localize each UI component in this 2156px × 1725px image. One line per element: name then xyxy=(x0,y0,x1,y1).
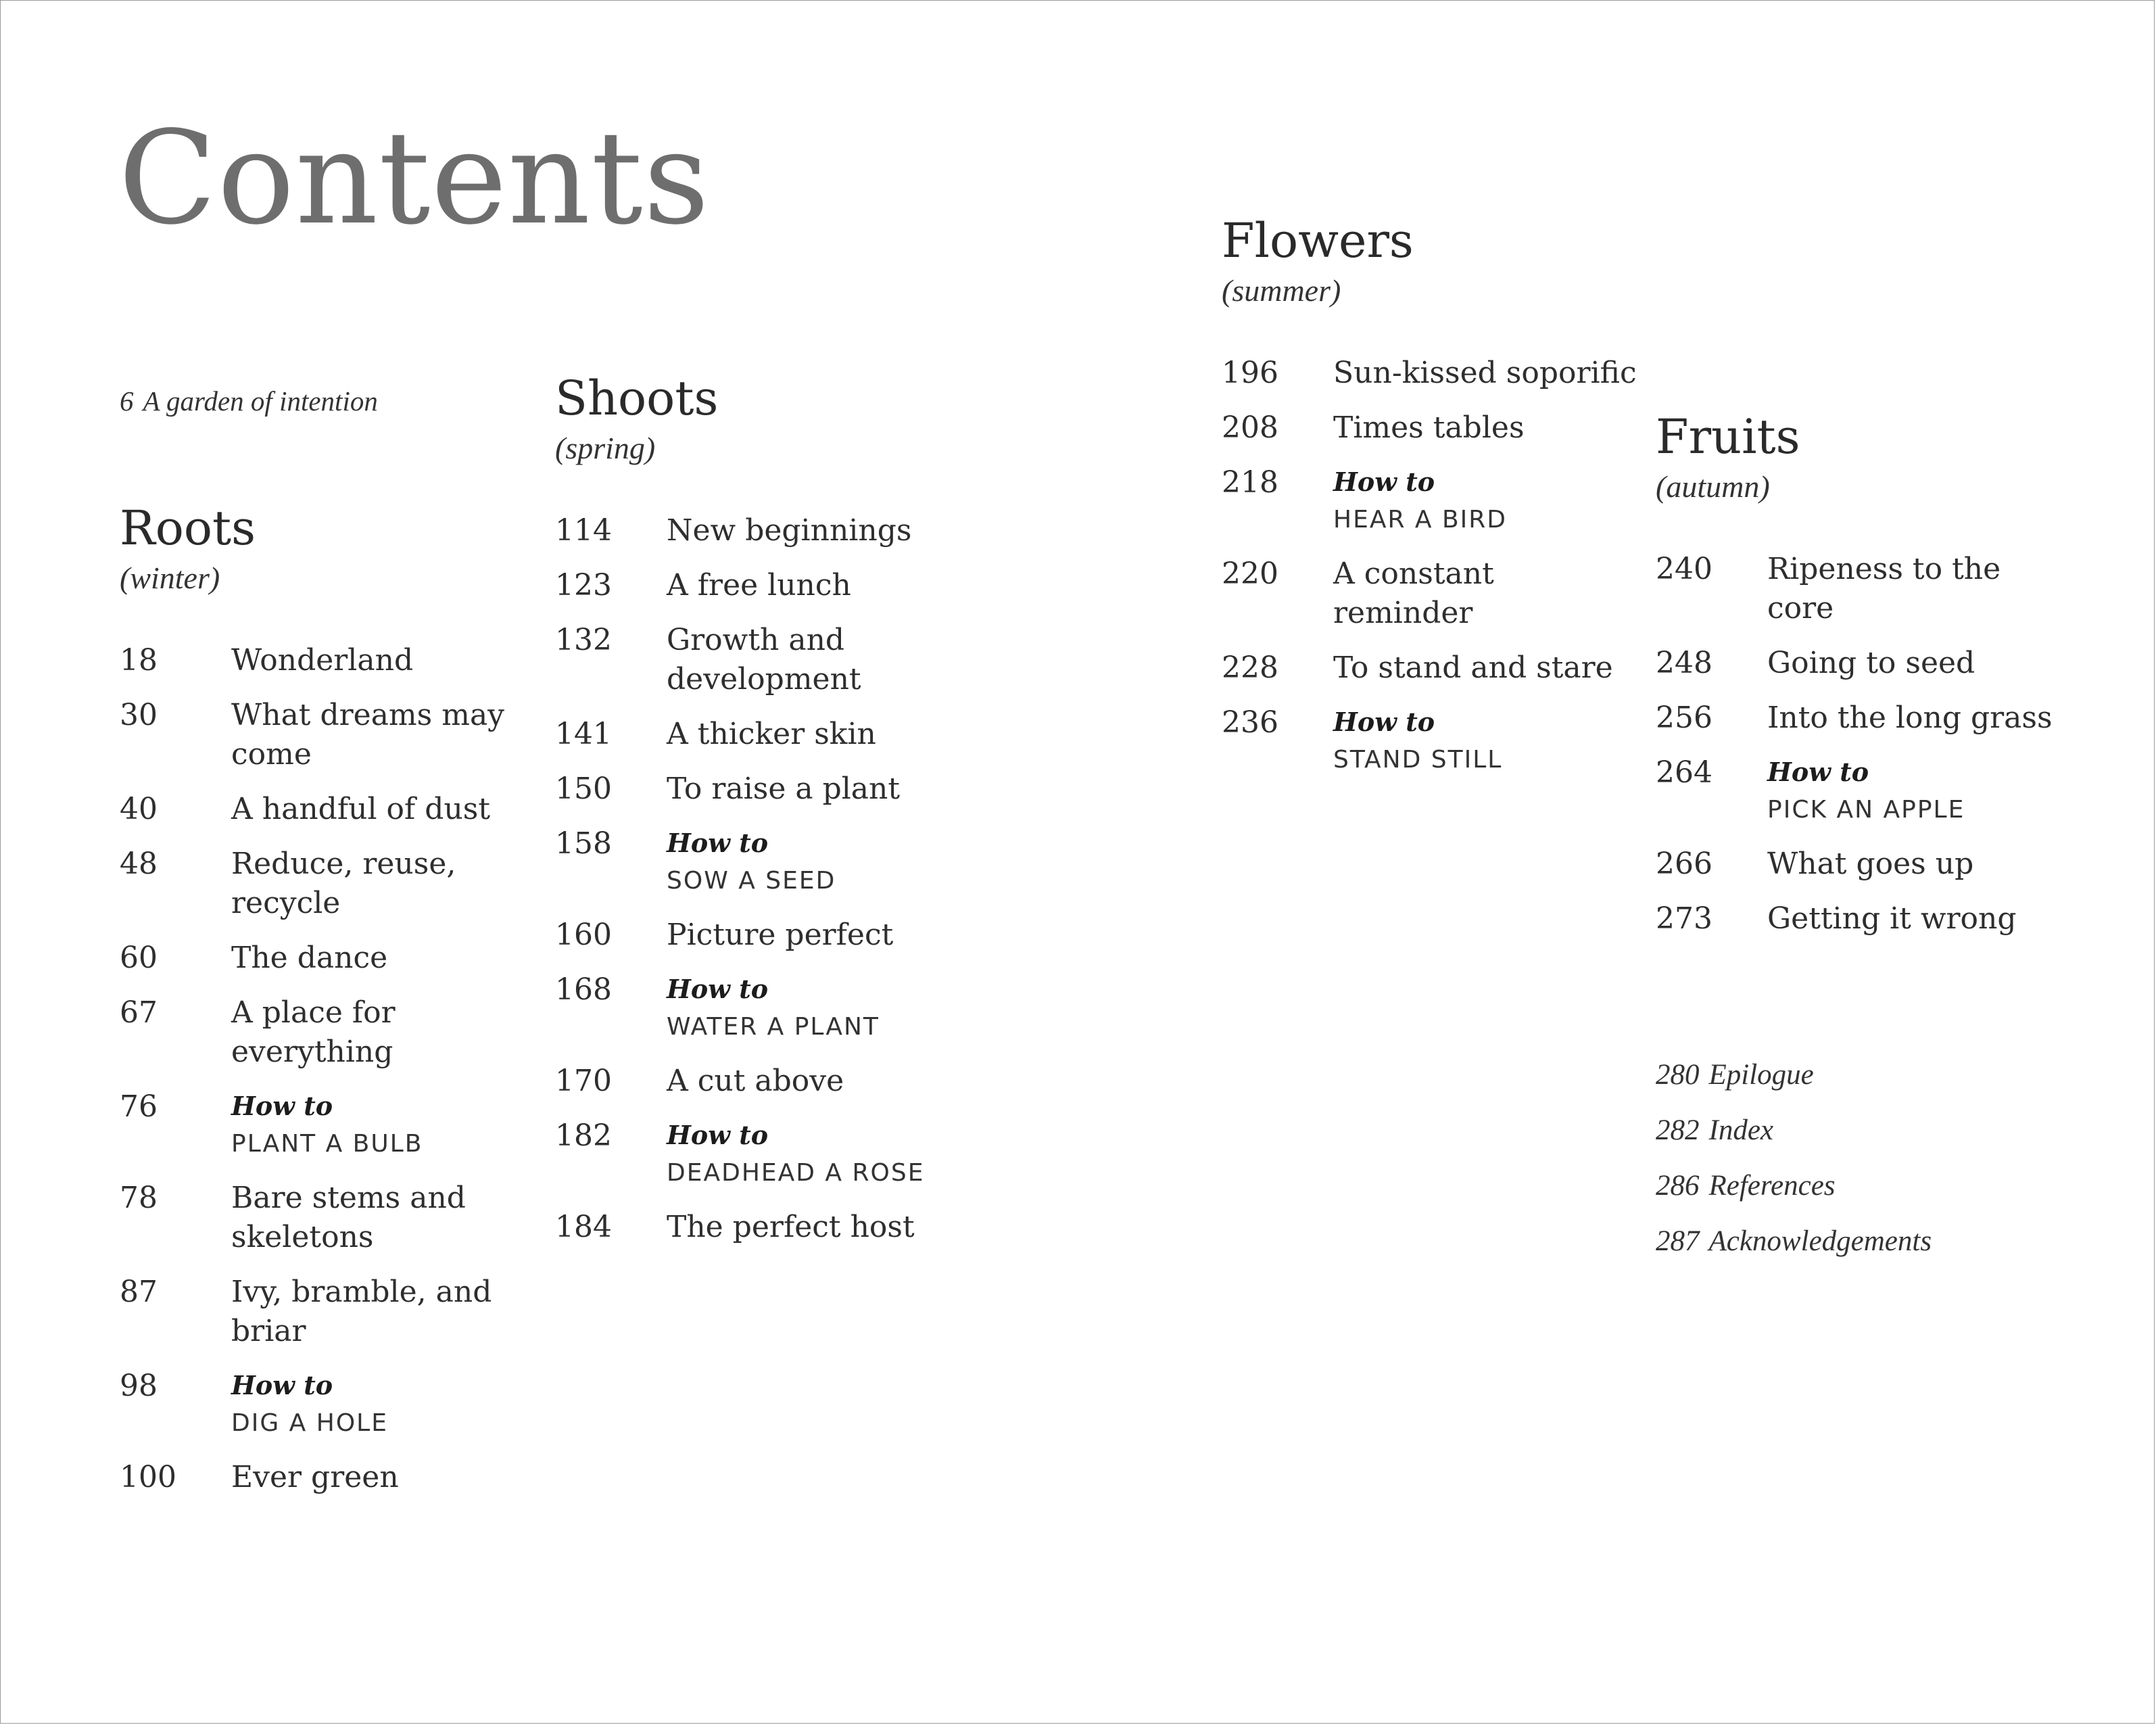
toc-entry[interactable] xyxy=(1656,845,2075,884)
entry-list xyxy=(555,511,974,1247)
entry-title: Ever green xyxy=(231,1460,399,1494)
page-number: 160 xyxy=(555,918,612,952)
how-to-label: How to xyxy=(1333,707,1435,737)
toc-entry[interactable] xyxy=(555,621,974,699)
how-to-label: How to xyxy=(667,974,769,1004)
toc-entry[interactable] xyxy=(120,1087,539,1163)
page-number: 132 xyxy=(555,623,612,657)
page-number: 114 xyxy=(555,513,612,548)
toc-entry[interactable] xyxy=(120,939,539,978)
back-matter-label: Epilogue xyxy=(1708,1059,1814,1091)
toc-entry[interactable] xyxy=(120,993,539,1072)
page-number: 280 xyxy=(1656,1059,1700,1091)
page-title: Contents xyxy=(118,103,711,253)
section-shoots xyxy=(555,371,974,1262)
toc-entry[interactable] xyxy=(555,566,974,605)
entry-list xyxy=(120,641,539,1497)
entry-title: The perfect host xyxy=(667,1210,915,1244)
section-title: Fruits xyxy=(1656,409,1800,465)
entry-title: A thicker skin xyxy=(667,717,876,751)
page-number: 220 xyxy=(1222,557,1278,591)
page-number: 266 xyxy=(1656,847,1712,881)
toc-entry[interactable] xyxy=(555,970,974,1046)
back-matter-list xyxy=(1656,1056,1932,1277)
entry-title: Sun-kissed soporific xyxy=(1333,356,1637,390)
toc-entry[interactable] xyxy=(120,1273,539,1351)
toc-entry[interactable] xyxy=(555,1116,974,1192)
entry-title: Picture perfect xyxy=(667,918,894,952)
toc-entry[interactable] xyxy=(555,715,974,754)
page-number: 18 xyxy=(120,643,158,678)
entry-title: A free lunch xyxy=(667,568,851,602)
toc-entry[interactable] xyxy=(555,824,974,900)
toc-entry[interactable] xyxy=(1656,550,2075,628)
page-number: 264 xyxy=(1656,755,1712,790)
page-number: 282 xyxy=(1656,1114,1700,1146)
toc-entry[interactable] xyxy=(120,641,539,680)
entry-title: What goes up xyxy=(1767,847,1974,881)
entry-title: The dance xyxy=(231,941,388,975)
page-number: 78 xyxy=(120,1181,158,1215)
section-season: (summer) xyxy=(1222,273,1341,308)
how-to-label: How to xyxy=(1767,757,1869,787)
entry-list xyxy=(1656,550,2075,939)
page-number: 87 xyxy=(120,1275,158,1309)
section-season: (spring) xyxy=(555,431,656,465)
page-number: 123 xyxy=(555,568,612,602)
page-number: 60 xyxy=(120,941,158,975)
page-number: 98 xyxy=(120,1369,158,1403)
page-number: 256 xyxy=(1656,701,1712,735)
toc-entry[interactable] xyxy=(555,511,974,550)
entry-title: Wonderland xyxy=(231,643,414,678)
back-matter-entry[interactable] xyxy=(1656,1222,1932,1261)
toc-entry[interactable] xyxy=(1222,463,1641,539)
back-matter-label: References xyxy=(1708,1170,1836,1202)
entry-title: Ivy, bramble, and briar xyxy=(231,1275,492,1348)
page-number: 100 xyxy=(120,1460,176,1494)
toc-entry[interactable] xyxy=(1222,703,1641,779)
how-to-task: DEADHEAD A ROSE xyxy=(667,1159,925,1187)
page-number: 273 xyxy=(1656,901,1712,936)
how-to-task: STAND STILL xyxy=(1333,746,1503,774)
page-number: 196 xyxy=(1222,356,1278,390)
section-fruits xyxy=(1656,409,2075,954)
toc-entry[interactable] xyxy=(120,696,539,774)
page-number: 168 xyxy=(555,972,612,1007)
how-to-task: DIG A HOLE xyxy=(231,1409,388,1437)
page-number: 40 xyxy=(120,792,158,826)
back-matter-label: Acknowledgements xyxy=(1708,1225,1932,1257)
page-number: 208 xyxy=(1222,410,1278,445)
entry-title: Getting it wrong xyxy=(1767,901,2017,936)
entry-title: A cut above xyxy=(667,1064,844,1098)
how-to-label: How to xyxy=(667,1120,769,1150)
entry-title: New beginnings xyxy=(667,513,912,548)
intro-page-number: 6 xyxy=(120,385,134,417)
how-to-label: How to xyxy=(667,828,769,858)
entry-title: To stand and stare xyxy=(1333,651,1613,685)
section-title: Flowers xyxy=(1222,213,1414,268)
toc-entry[interactable] xyxy=(555,1062,974,1101)
entry-title: Going to seed xyxy=(1767,646,1975,680)
toc-entry[interactable] xyxy=(555,1208,974,1247)
entry-title: A constant reminder xyxy=(1333,557,1494,630)
back-matter-entry[interactable] xyxy=(1656,1111,1932,1150)
toc-entry[interactable] xyxy=(1656,644,2075,683)
toc-entry[interactable] xyxy=(1222,648,1641,688)
page-number: 248 xyxy=(1656,646,1712,680)
page-number: 218 xyxy=(1222,465,1278,500)
section-title: Shoots xyxy=(555,371,719,426)
page-number: 287 xyxy=(1656,1225,1700,1257)
entry-title: Into the long grass xyxy=(1767,701,2053,735)
toc-entry[interactable] xyxy=(120,845,539,923)
how-to-task: WATER A PLANT xyxy=(667,1013,880,1041)
toc-entry[interactable] xyxy=(1656,699,2075,738)
page-number: 48 xyxy=(120,847,158,881)
toc-entry[interactable] xyxy=(120,1367,539,1442)
entry-title: Bare stems and skeletons xyxy=(231,1181,466,1254)
page-number: 240 xyxy=(1656,552,1712,586)
how-to-task: PLANT A BULB xyxy=(231,1130,423,1158)
how-to-task: SOW A SEED xyxy=(667,867,836,895)
intro-label: A garden of intention xyxy=(143,385,378,417)
back-matter-label: Index xyxy=(1708,1114,1773,1146)
section-flowers xyxy=(1222,213,1641,795)
page-number: 170 xyxy=(555,1064,612,1098)
page-number: 286 xyxy=(1656,1170,1700,1202)
section-roots xyxy=(120,500,539,1513)
back-matter-entry[interactable] xyxy=(1656,1166,1932,1206)
page-number: 182 xyxy=(555,1118,612,1153)
entry-title: Ripeness to the core xyxy=(1767,552,2001,625)
page-number: 228 xyxy=(1222,651,1278,685)
entry-title: A handful of dust xyxy=(231,792,491,826)
how-to-label: How to xyxy=(1333,467,1435,497)
toc-entry[interactable] xyxy=(555,916,974,955)
how-to-task: PICK AN APPLE xyxy=(1767,796,1965,824)
section-season: (winter) xyxy=(120,561,220,595)
toc-entry[interactable] xyxy=(1222,554,1641,633)
section-season: (autumn) xyxy=(1656,469,1770,504)
section-title: Roots xyxy=(120,500,256,556)
how-to-label: How to xyxy=(231,1091,333,1121)
entry-title: Times tables xyxy=(1333,410,1525,445)
toc-entry[interactable] xyxy=(1222,408,1641,448)
toc-entry[interactable] xyxy=(555,770,974,809)
toc-entry[interactable] xyxy=(120,1458,539,1497)
page-number: 236 xyxy=(1222,705,1278,740)
toc-entry[interactable] xyxy=(1222,354,1641,393)
back-matter-entry[interactable] xyxy=(1656,1056,1932,1095)
entry-title: What dreams may come xyxy=(231,698,505,772)
page-number: 30 xyxy=(120,698,158,732)
page-number: 150 xyxy=(555,772,612,806)
page-number: 67 xyxy=(120,995,158,1030)
toc-entry[interactable] xyxy=(120,790,539,829)
entry-title: To raise a plant xyxy=(667,772,901,806)
page-number: 141 xyxy=(555,717,612,751)
entry-title: Reduce, reuse, recycle xyxy=(231,847,456,920)
toc-entry[interactable] xyxy=(1656,753,2075,829)
page-number: 158 xyxy=(555,826,612,861)
entry-list xyxy=(1222,354,1641,779)
how-to-label: How to xyxy=(231,1370,333,1400)
page-number: 76 xyxy=(120,1089,158,1124)
entry-title: A place for everything xyxy=(231,995,396,1069)
entry-title: Growth and development xyxy=(667,623,861,696)
how-to-task: HEAR A BIRD xyxy=(1333,506,1508,534)
toc-entry[interactable] xyxy=(1656,899,2075,939)
toc-entry[interactable] xyxy=(120,1179,539,1257)
intro-entry[interactable] xyxy=(120,385,378,417)
page-number: 184 xyxy=(555,1210,612,1244)
